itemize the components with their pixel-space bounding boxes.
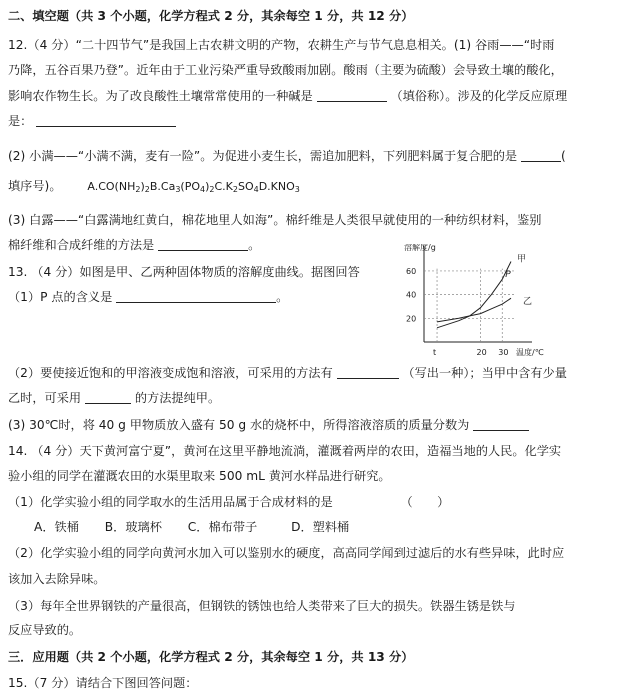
section-2-heading: 二、填空题（共 3 个小题，化学方程式 2 分，其余每空 1 分，共 12 分）	[8, 9, 414, 23]
q13-line-1: 13. （4 分）如图是甲、乙两种固体物质的溶解度曲线。据图回答	[8, 265, 360, 279]
answer-blank[interactable]	[158, 238, 248, 251]
q12-line-6: 填序号)。 $A.CO(NH_2)_2B.Ca_3(PO_4)_2C.K_2SO_4D.KNO_3$	[8, 179, 300, 194]
q12-line-4: 是：	[8, 113, 176, 129]
y-tick-label: 40	[406, 290, 417, 300]
answer-blank[interactable]	[116, 290, 276, 303]
q12-line-1: 12.（4 分）“二十四节气”是我国上古农耕文明的产物，农耕生产与节气息息相关。(1) 谷雨——“时雨	[8, 38, 555, 52]
x-tick-label: 30	[498, 348, 509, 356]
answer-blank[interactable]	[85, 391, 131, 404]
q13-line-2: （1）P 点的含义是 。	[8, 290, 289, 304]
answer-blank[interactable]	[521, 149, 561, 162]
answer-blank[interactable]	[337, 366, 399, 379]
x-tick-label: 20	[476, 348, 487, 356]
q14-option-c[interactable]: C．棉布带子	[187, 520, 258, 534]
answer-blank[interactable]	[36, 114, 176, 127]
q14-options	[34, 519, 349, 535]
solubility-chart	[402, 244, 562, 356]
answer-blank[interactable]	[317, 89, 387, 102]
q14-line-1: 14. （4 分）天下黄河富宁夏”，黄河在这里平静地流淌，灌溉着两岸的农田，造福当地的人民。化学实	[8, 444, 562, 458]
q13-line-3: （2）要使接近饱和的甲溶液变成饱和溶液，可采用的方法有 （写出一种）；当甲中含有少量	[8, 366, 567, 380]
point-p-label: P	[505, 270, 511, 281]
series-label: 乙	[522, 297, 532, 308]
q13-line-5: (3) 30℃时，将 40 g 甲物质放入盛有 50 g 水的烧杯中，所得溶液溶质的质量分数为	[8, 417, 529, 433]
q12-line-2: 乃降，五谷百果乃登”。近年由于工业污染严重导致酸雨加剧。酸雨（主要为硫酸）会导致土壤的酸化，	[8, 63, 563, 77]
q14-line-3: （1）化学实验小组的同学取水的生活用品属于合成材料的是 （ ）	[8, 495, 450, 509]
x-tick-label: t	[433, 348, 437, 356]
q12-line-7: (3) 白露——“白露满地红黄白，棉花地里人如海”。棉纤维是人类很早就使用的一种纺织材料，鉴别	[8, 213, 542, 227]
q12-line-5: (2) 小满——“小满不满，麦有一险”。为促进小麦生长，需追加肥料，下列肥料属于复合肥的是 (	[8, 149, 566, 163]
y-axis-label: 溶解度/g	[404, 244, 436, 252]
q14-line-7: 反应导致的。	[8, 623, 82, 637]
answer-blank[interactable]	[473, 418, 529, 431]
y-tick-label: 60	[406, 266, 417, 276]
q14-line-4: （2）化学实验小组的同学向黄河水加入可以鉴别水的硬度，高高同学闻到过滤后的水有些异味，此时应	[8, 546, 565, 560]
x-axis-label: 温度/℃	[516, 348, 544, 356]
section-3-heading: 三．应用题（共 2 个小题，化学方程式 2 分，其余每空 1 分，共 13 分）	[8, 650, 414, 664]
q14-line-5: 该加入去除异味。	[8, 572, 106, 586]
series-label: 甲	[516, 254, 526, 265]
y-tick-label: 20	[406, 314, 417, 324]
q15-line-1: 15.（7 分）请结合下图回答问题：	[8, 676, 198, 690]
q12-line-3: 影响农作物生长。为了改良酸性土壤常常使用的一种碱是 （填俗称）。涉及的化学反应原理	[8, 89, 568, 103]
q14-line-6: （3）每年全世界钢铁的产量很高，但钢铁的锈蚀也给人类带来了巨大的损失。铁器生锈是铁与	[8, 599, 516, 613]
q13-line-4: 乙时，可采用 的方法提纯甲。	[8, 391, 221, 405]
q14-option-a[interactable]: A．铁桶	[34, 520, 79, 534]
q14-line-2: 验小组的同学在灌溉农田的水渠里取来 500 mL 黄河水样品进行研究。	[8, 469, 391, 483]
q14-option-d[interactable]: D．塑料桶	[291, 520, 350, 534]
q12-options: $A.CO(NH_2)_2B.Ca_3(PO_4)_2C.K_2SO_4D.KNO_3$	[87, 180, 300, 194]
q12-line-8: 棉纤维和合成纤维的方法是 。	[8, 238, 261, 252]
q14-option-b[interactable]: B．玻璃杯	[104, 520, 162, 534]
